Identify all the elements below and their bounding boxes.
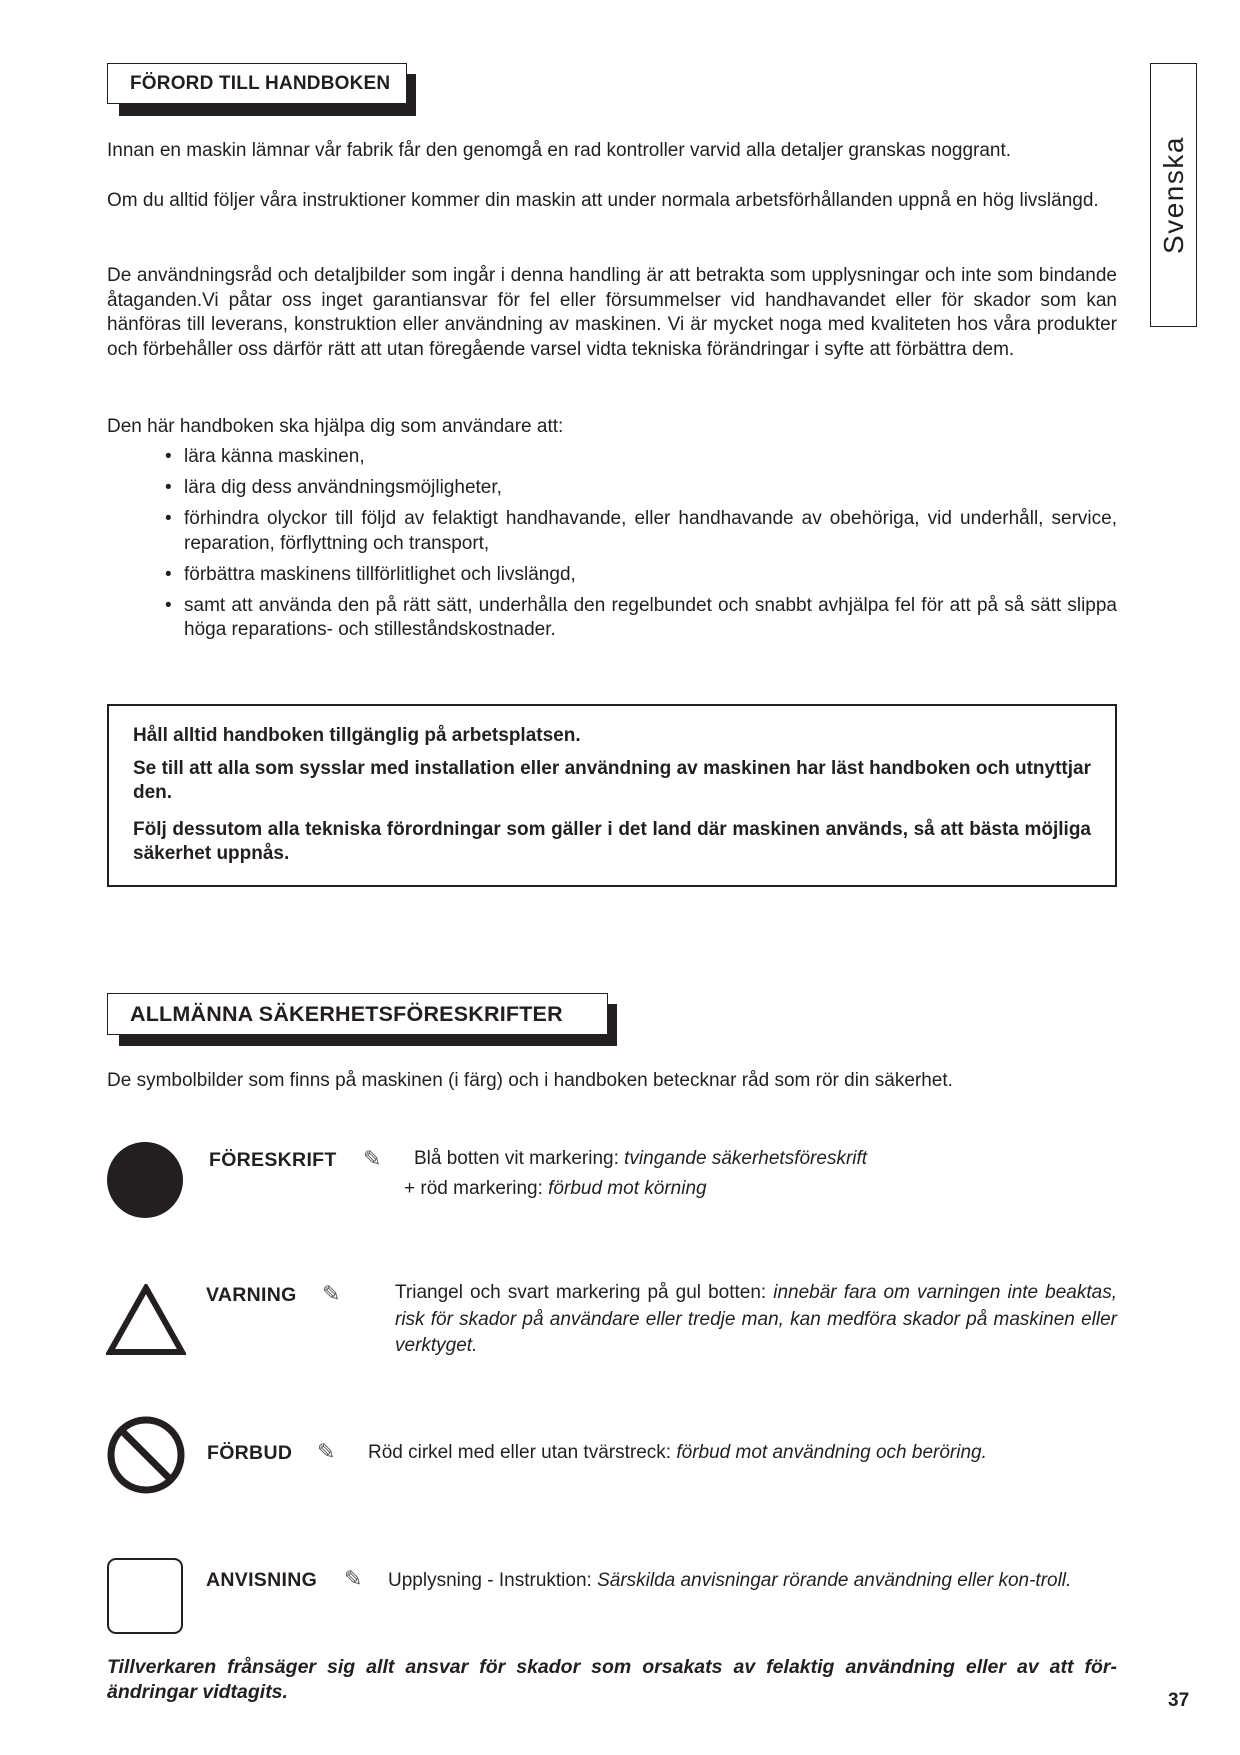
symbol-text-foreskrift: Blå botten vit markering: tvingande säkerhetsföreskrift <box>414 1148 868 1169</box>
symbol-text-varning: Triangel och svart markering på gul botten: innebär fara om varningen inte beaktas, risk för skador på användare eller tredje man, kan medföra skador på maskinen eller verktyget. <box>395 1282 1117 1356</box>
symbol-text-forbud: Röd cirkel med eller utan tvärstreck: förbud mot användning och beröring. <box>368 1442 987 1463</box>
symbol-label-forbud: FÖRBUD <box>207 1442 293 1464</box>
list-item: • samt att använda den på rätt sätt, underhålla den regelbundet och snabbt avhjälpa fel för att på så sätt slippa höga reparations- och stilleståndskostnader. <box>165 594 1117 643</box>
liability-disclaimer: Tillverkaren frånsäger sig allt ansvar för skador som orsakats av felaktig användning eller av att för-ändringar vidtagits. <box>107 1656 1117 1703</box>
paragraph-disclaimer: De användningsråd och detaljbilder som ingår i denna handling är att betrakta som upplysningar och inte som bindande åtaganden.Vi påtar oss inget garantiansvar för fel eller försummelser vid handhavandet eller för skador som kan hänföras till leverans, konstruktion eller användning av maskinen. Vi är mycket noga med kvaliteten hos våra produkter och förbehåller oss därför rätt att utan föregående varsel vidta tekniska förändringar i syfte att förbättra dem. <box>107 265 1117 360</box>
notice-box <box>107 704 1117 887</box>
paragraph-intro: Innan en maskin lämnar vår fabrik får den genomgå en rad kontroller varvid alla detaljer granskas noggrant. <box>107 140 1012 161</box>
language-tab <box>1150 63 1197 327</box>
notice-line: Följ dessutom alla tekniska förordningar som gäller i det land där maskinen används, så att bästa möjliga säkerhet uppnås. <box>133 818 1091 864</box>
triangle-warning-icon <box>106 1284 186 1356</box>
paragraph-lifetime: Om du alltid följer våra instruktioner kommer din maskin att under normala arbetsförhållanden uppnå en hög livslängd. <box>107 190 1099 211</box>
filled-circle-icon <box>106 1141 184 1219</box>
purpose-list <box>165 445 1117 649</box>
section-title-safety: ALLMÄNNA SÄKERHETSFÖRESKRIFTER <box>107 993 608 1035</box>
symbol-text-foreskrift-2: + röd markering: förbud mot körning <box>404 1178 707 1199</box>
pencil-icon: ✎ <box>344 1566 363 1591</box>
paragraph-symbols-intro: De symbolbilder som finns på maskinen (i färg) och i handboken betecknar råd som rör din säkerhet. <box>107 1070 953 1091</box>
symbol-label-foreskrift: FÖRESKRIFT <box>209 1149 337 1171</box>
list-item: • förbättra maskinens tillförlitlighet och livslängd, <box>165 563 1117 588</box>
list-item: • förhindra olyckor till följd av felaktigt handhavande, eller handhavande av obehöriga, vid underhåll, service, reparation, förflyttning och transport, <box>165 507 1117 556</box>
list-item: • lära känna maskinen, <box>165 445 1117 470</box>
notice-line: Håll alltid handboken tillgänglig på arbetsplatsen. <box>133 725 581 746</box>
pencil-icon: ✎ <box>363 1146 382 1171</box>
paragraph-purpose: Den här handboken ska hjälpa dig som användare att: <box>107 416 564 437</box>
symbol-label-anvisning: ANVISNING <box>206 1569 318 1591</box>
notice-line: Se till att alla som sysslar med installation eller användning av maskinen har läst handboken och utnyttjar den. <box>133 757 1091 803</box>
language-tab-label: Svenska <box>1157 136 1189 254</box>
page-number: 37 <box>1168 1690 1190 1711</box>
list-item: • lära dig dess användningsmöjligheter, <box>165 476 1117 501</box>
symbol-text-anvisning: Upplysning - Instruktion: Särskilda anvisningar rörande användning eller kon-troll. <box>388 1570 1072 1591</box>
pencil-icon: ✎ <box>322 1281 341 1306</box>
rounded-square-icon <box>106 1557 186 1637</box>
prohibition-icon <box>106 1415 186 1495</box>
symbol-label-varning: VARNING <box>206 1284 297 1306</box>
section-title-foreword: FÖRORD TILL HANDBOKEN <box>107 63 407 104</box>
pencil-icon: ✎ <box>317 1439 336 1464</box>
